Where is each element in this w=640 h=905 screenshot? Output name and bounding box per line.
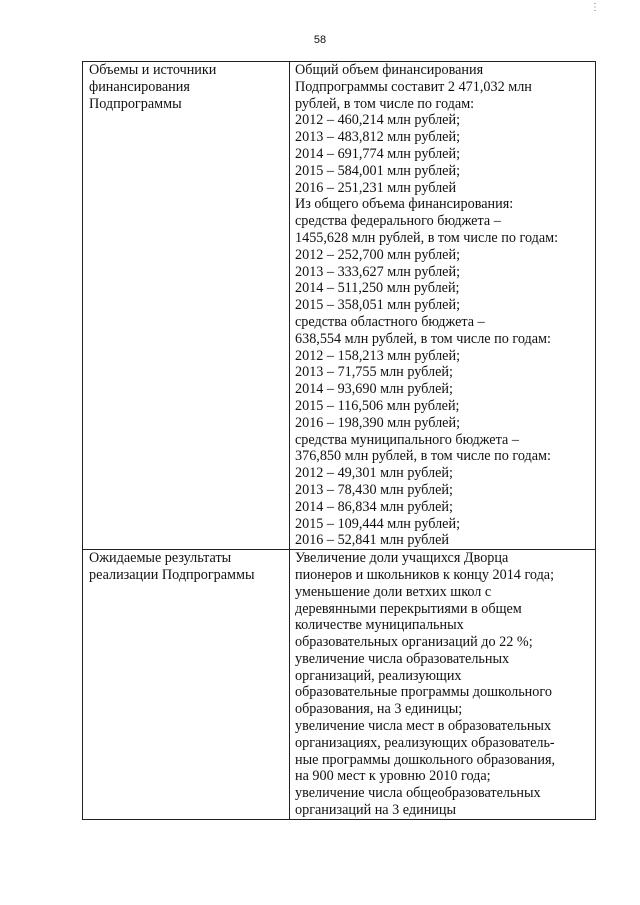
row-value-line: деревянными перекрытиями в общем [295,600,522,617]
row-value-line: 2013 – 333,627 млн рублей; [295,263,461,280]
row-value-line: образовательных организаций до 22 %; [295,634,533,651]
row-value-line: средства федерального бюджета – [295,213,501,230]
scan-corner-mark: ⋮ [590,2,600,13]
row-value-line: организациях, реализующих образователь- [295,734,555,751]
row-value-line: средства муниципального бюджета – [295,431,519,448]
row-value-line: Подпрограммы составит 2 471,032 млн [295,78,532,95]
row-value-line: Общий объем финансирования [295,62,484,78]
row-label-line: Подпрограммы [89,95,182,112]
row-value-line: 2012 – 49,301 млн рублей; [295,465,453,482]
program-passport-table [82,61,596,820]
row-label-line: финансирования [89,78,190,95]
row-value-line: Увеличение доли учащихся Дворца [295,550,509,567]
row-value-line: 2013 – 483,812 млн рублей; [295,129,461,146]
row-label-cell [83,550,290,820]
row-value-line: образования, на 3 единицы; [295,701,463,718]
row-value-line: увеличение числа мест в образовательных [295,718,552,735]
row-value-line: 2014 – 691,774 млн рублей; [295,145,461,162]
row-value-line: пионеров и школьников к концу 2014 года; [295,566,555,583]
table-row [83,550,596,820]
row-label-cell [83,62,290,550]
row-value-line: увеличение числа образовательных [295,650,510,667]
table-row [83,62,596,550]
row-value-line: 2014 – 86,834 млн рублей; [295,498,453,515]
row-value-line: увеличение числа общеобразовательных [295,785,541,802]
row-label-line: Ожидаемые результаты [89,550,232,567]
row-value-line: ные программы дошкольного образования, [295,751,556,768]
row-value-line: 2013 – 78,430 млн рублей; [295,481,453,498]
row-value-line: 638,554 млн рублей, в том числе по годам: [295,330,551,347]
row-value-line: 2016 – 198,390 млн рублей; [295,414,461,431]
row-value-line: 2016 – 52,841 млн рублей [295,532,449,549]
row-value-line: 2012 – 460,214 млн рублей; [295,112,461,129]
row-value-line: 2012 – 252,700 млн рублей; [295,246,461,263]
row-value-line: 2015 – 109,444 млн рублей; [295,515,461,532]
page-number: 58 [313,34,327,46]
row-value-line: на 900 мест к уровню 2010 года; [295,768,491,785]
row-value-line: 2013 – 71,755 млн рублей; [295,364,453,381]
row-value-line: средства областного бюджета – [295,313,485,330]
row-value-line: 2015 – 116,506 млн рублей; [295,397,460,414]
row-value-line: 2014 – 93,690 млн рублей; [295,381,453,398]
row-value-cell [290,550,596,820]
row-label-line: реализации Подпрограммы [89,566,255,583]
table-body [83,62,596,820]
row-value-line: 2016 – 251,231 млн рублей [295,179,457,196]
row-value-line: Из общего объема финансирования: [295,196,514,213]
row-value-line: 2012 – 158,213 млн рублей; [295,347,461,364]
row-value-line: уменьшение доли ветхих школ с [295,583,492,600]
row-value-line: рублей, в том числе по годам: [295,95,475,112]
row-value-line: организаций, реализующих [295,667,462,684]
row-value-cell [290,62,596,550]
row-value-line: 2015 – 584,001 млн рублей; [295,162,461,179]
row-value-line: организаций на 3 единицы [295,802,457,819]
row-value-line: количестве муниципальных [295,617,464,634]
row-value-line: 1455,628 млн рублей, в том числе по годам: [295,229,559,246]
row-value-line: образовательные программы дошкольного [295,684,552,701]
row-value-line: 2015 – 358,051 млн рублей; [295,297,461,314]
row-label-line: Объемы и источники [89,62,217,78]
row-value-line: 376,850 млн рублей, в том числе по годам: [295,448,551,465]
row-value-line: 2014 – 511,250 млн рублей; [295,280,460,297]
